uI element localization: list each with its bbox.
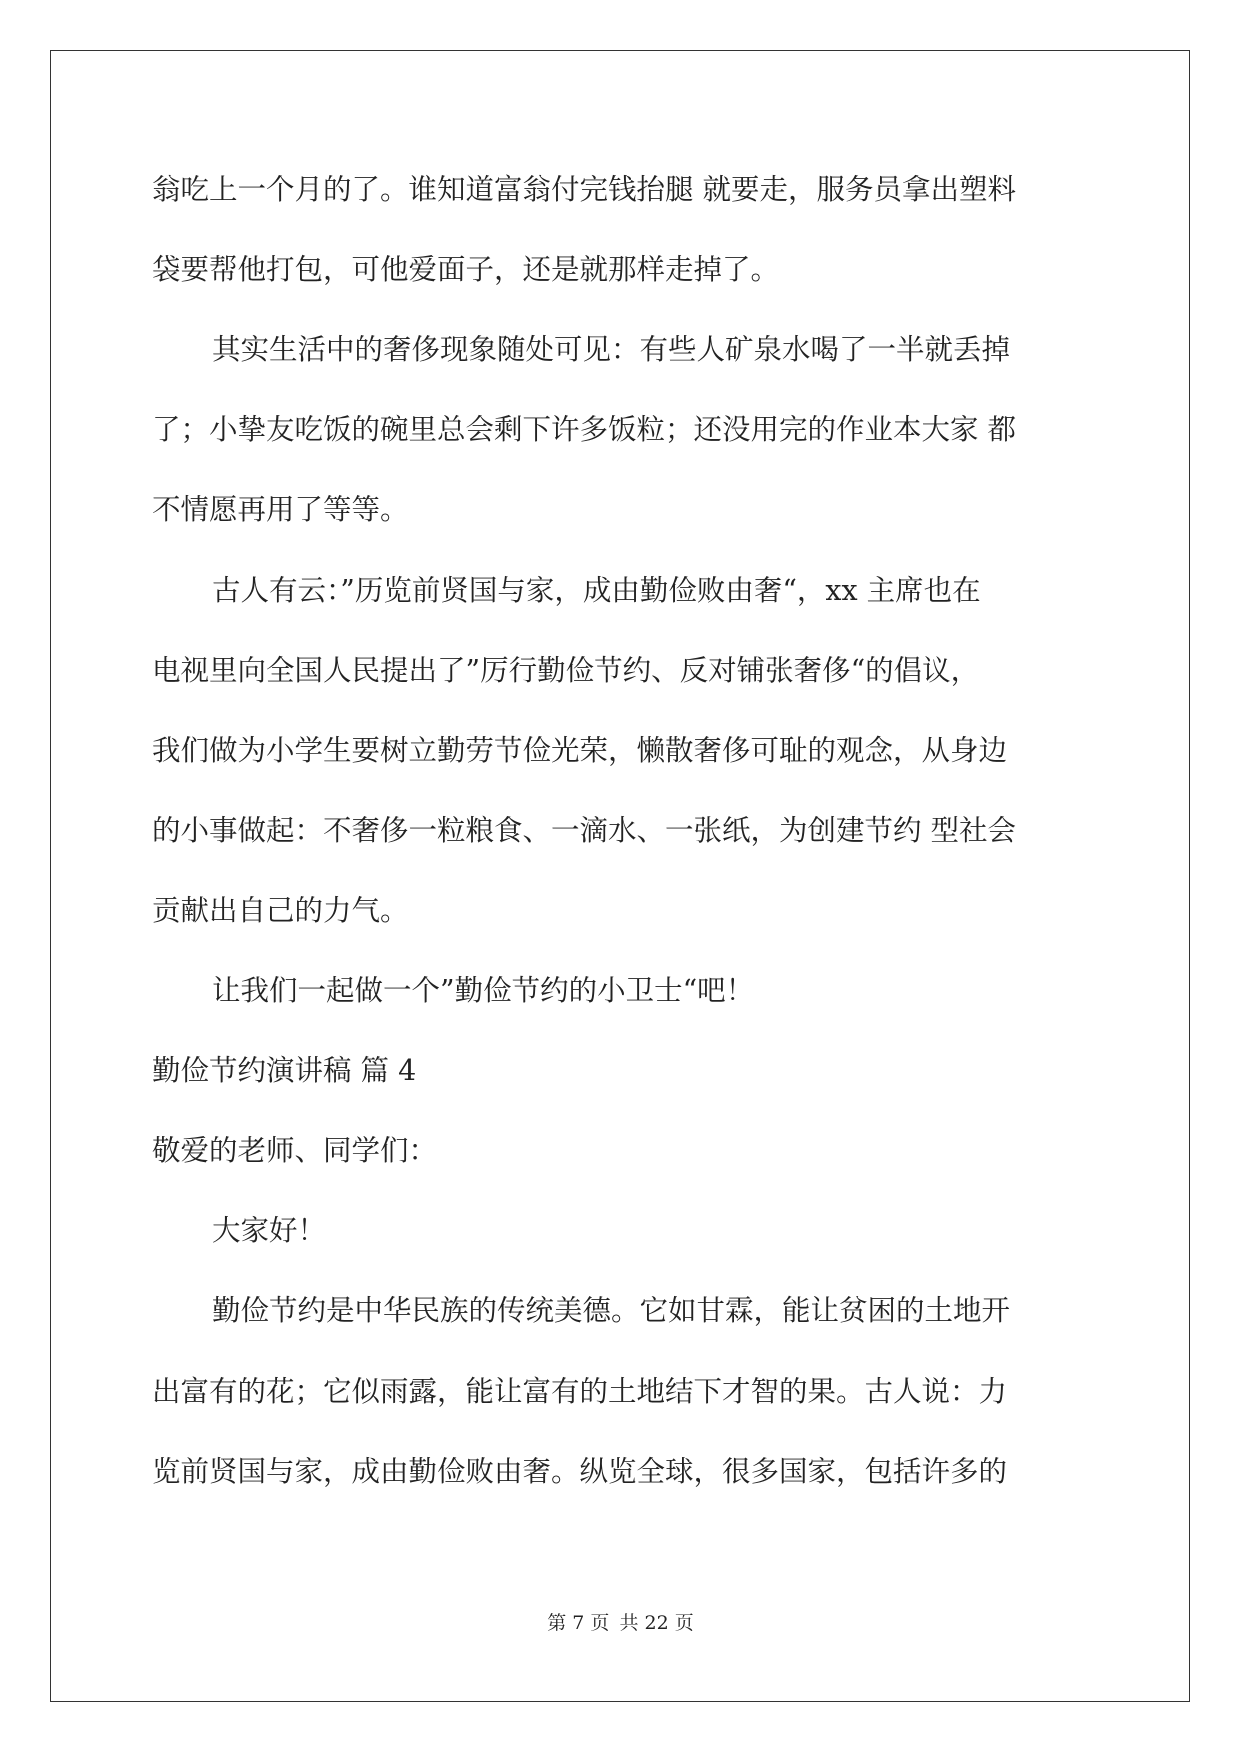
body-line: 不情愿再用了等等。	[152, 493, 409, 526]
body-line: 翁吃上一个月的了。谁知道富翁付完钱抬腿 就要走，服务员拿出塑料	[152, 173, 1017, 206]
body-line: 了；小挚友吃饭的碗里总会剩下许多饭粒；还没用完的作业本大家 都	[152, 413, 1017, 446]
page-total: 共 22 页	[619, 1612, 694, 1634]
body-line: 贡献出自己的力气。	[152, 894, 409, 927]
page-footer	[0, 1608, 1241, 1635]
salutation: 敬爱的老师、同学们：	[152, 1134, 438, 1167]
body-line: 出富有的花；它似雨露，能让富有的土地结下才智的果。古人说：力	[152, 1375, 1008, 1408]
body-line: 电视里向全国人民提出了”厉行勤俭节约、反对铺张奢侈“的倡议，	[152, 654, 980, 687]
body-line: 其实生活中的奢侈现象随处可见：有些人矿泉水喝了一半就丢掉	[212, 333, 1011, 366]
body-line: 览前贤国与家，成由勤俭败由奢。纵览全球，很多国家，包括许多的	[152, 1455, 1008, 1488]
greeting: 大家好！	[212, 1214, 327, 1247]
page-number: 第 7 页	[547, 1612, 610, 1634]
body-line: 的小事做起：不奢侈一粒粮食、一滴水、一张纸，为创建节约 型社会	[152, 814, 1017, 847]
section-heading: 勤俭节约演讲稿 篇 4	[152, 1054, 417, 1087]
body-line: 我们做为小学生要树立勤劳节俭光荣，懒散奢侈可耻的观念，从身边	[152, 734, 1008, 767]
body-line: 让我们一起做一个”勤俭节约的小卫士“吧！	[212, 974, 755, 1007]
body-line: 古人有云：”历览前贤国与家，成由勤俭败由奢“，xx 主席也在	[212, 574, 981, 607]
body-line: 勤俭节约是中华民族的传统美德。它如甘霖，能让贫困的土地开	[212, 1294, 1011, 1327]
body-line: 袋要帮他打包，可他爱面子，还是就那样走掉了。	[152, 253, 780, 286]
